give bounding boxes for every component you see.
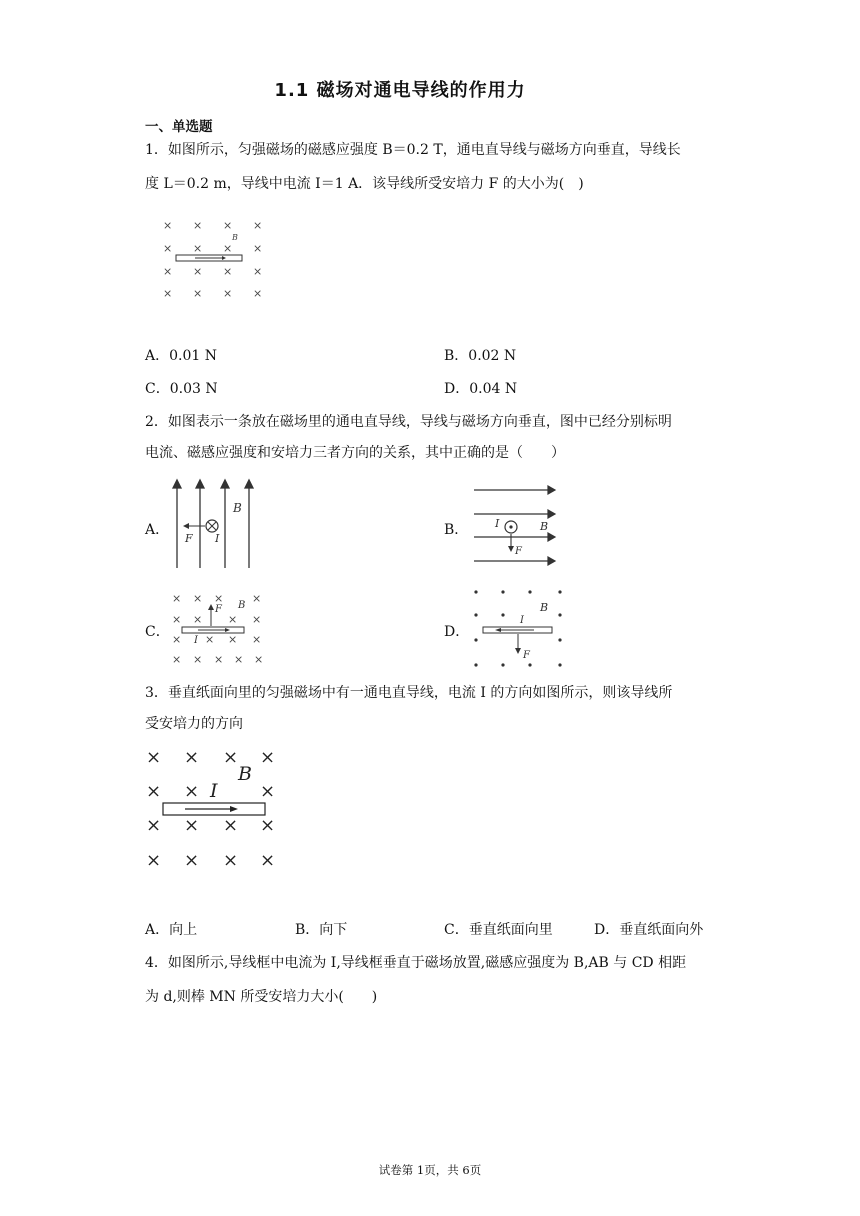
- svg-text:×: ×: [193, 265, 203, 278]
- q2d-label-b: B: [540, 601, 549, 614]
- svg-text:×: ×: [193, 613, 203, 626]
- svg-text:×: ×: [184, 815, 200, 836]
- svg-text:×: ×: [253, 265, 263, 278]
- q3-field-label: B: [238, 763, 252, 785]
- q2b-label-b: B: [540, 520, 549, 533]
- q3-text-line2: 受安培力的方向: [145, 716, 243, 732]
- svg-text:×: ×: [260, 850, 276, 871]
- q2a-label-i: I: [215, 532, 220, 545]
- q3-option-a[interactable]: A．向上: [145, 922, 198, 938]
- svg-text:×: ×: [252, 613, 262, 626]
- q2c-label-i: I: [194, 635, 198, 646]
- svg-text:×: ×: [146, 781, 162, 802]
- svg-text:×: ×: [260, 781, 276, 802]
- svg-text:×: ×: [253, 242, 263, 255]
- q4-text-line1: 4．如图所示,导线框中电流为 I,导线框垂直于磁场放置,磁感应强度为 B,AB 与 CD 相距: [145, 955, 687, 971]
- svg-text:×: ×: [172, 592, 182, 605]
- svg-text:×: ×: [252, 633, 262, 646]
- q1-text-line2: 度 L＝0.2 m，导线中电流 I＝1 A．该导线所受安培力 F 的大小为( ): [145, 176, 584, 192]
- q3-option-d[interactable]: D．垂直纸面向外: [594, 922, 704, 938]
- section-heading: 一、单选题: [145, 119, 213, 135]
- svg-text:×: ×: [205, 633, 215, 646]
- svg-text:×: ×: [172, 653, 182, 666]
- q4-text-line2: 为 d,则棒 MN 所受安培力大小( ): [145, 989, 378, 1005]
- svg-text:×: ×: [146, 850, 162, 871]
- q2-figure-b: [470, 482, 562, 568]
- svg-text:×: ×: [146, 815, 162, 836]
- q3-text-line1: 3．垂直纸面向里的匀强磁场中有一通电直导线，电流 I 的方向如图所示，则该导线所: [145, 685, 673, 701]
- q1-option-d[interactable]: D．0.04 N: [444, 381, 518, 397]
- svg-text:×: ×: [252, 592, 262, 605]
- svg-text:×: ×: [223, 850, 239, 871]
- svg-text:×: ×: [184, 747, 200, 768]
- q1-option-a[interactable]: A．0.01 N: [145, 348, 217, 364]
- svg-text:×: ×: [228, 633, 238, 646]
- svg-text:×: ×: [172, 613, 182, 626]
- svg-text:×: ×: [193, 653, 203, 666]
- svg-text:×: ×: [253, 287, 263, 300]
- page-title: 1.1 磁场对通电导线的作用力: [274, 80, 526, 101]
- q3-figure: [140, 745, 285, 873]
- svg-text:×: ×: [163, 287, 173, 300]
- q2-figure-c: [170, 588, 266, 668]
- svg-text:×: ×: [260, 815, 276, 836]
- q2a-label-f: F: [185, 532, 193, 545]
- q2-figure-a: [165, 478, 265, 570]
- svg-text:×: ×: [253, 219, 263, 232]
- svg-text:×: ×: [228, 613, 238, 626]
- svg-text:×: ×: [193, 219, 203, 232]
- q3-option-c[interactable]: C．垂直纸面向里: [444, 922, 553, 938]
- q1-text-line1: 1．如图所示，匀强磁场的磁感应强度 B＝0.2 T，通电直导线与磁场方向垂直，导线长: [145, 142, 681, 158]
- svg-text:×: ×: [193, 592, 203, 605]
- svg-text:×: ×: [254, 653, 264, 666]
- svg-text:×: ×: [193, 287, 203, 300]
- svg-text:×: ×: [223, 219, 233, 232]
- q2a-label-b: B: [233, 501, 242, 515]
- svg-text:×: ×: [223, 242, 233, 255]
- svg-text:×: ×: [214, 592, 224, 605]
- svg-text:×: ×: [193, 242, 203, 255]
- svg-text:×: ×: [184, 781, 200, 802]
- svg-text:×: ×: [260, 747, 276, 768]
- q3-option-b[interactable]: B．向下: [295, 922, 348, 938]
- q1-figure: [150, 213, 280, 308]
- q2-figure-d: [468, 586, 568, 670]
- svg-text:×: ×: [184, 850, 200, 871]
- q2b-label-i: I: [495, 517, 500, 530]
- page-footer: 试卷第 1页，共 6页: [378, 1163, 482, 1177]
- svg-text:×: ×: [223, 747, 239, 768]
- q1-option-c[interactable]: C．0.03 N: [145, 381, 218, 397]
- q2c-label-f: F: [215, 604, 222, 615]
- q2d-label-i: I: [520, 615, 524, 626]
- svg-text:×: ×: [223, 265, 233, 278]
- q2b-label-f: F: [515, 546, 522, 557]
- q1-field-label: B: [232, 233, 238, 242]
- q2-option-a[interactable]: A．: [145, 522, 170, 538]
- q3-current-label: I: [210, 780, 218, 802]
- svg-text:×: ×: [163, 219, 173, 232]
- q2-option-c[interactable]: C．: [145, 624, 170, 640]
- q2-text-line1: 2．如图表示一条放在磁场里的通电直导线，导线与磁场方向垂直，图中已经分别标明: [145, 414, 672, 430]
- svg-text:×: ×: [163, 265, 173, 278]
- svg-text:×: ×: [214, 653, 224, 666]
- q1-option-b[interactable]: B．0.02 N: [444, 348, 517, 364]
- svg-text:×: ×: [223, 287, 233, 300]
- q2c-label-b: B: [238, 600, 246, 611]
- svg-text:×: ×: [234, 653, 244, 666]
- svg-text:×: ×: [223, 815, 239, 836]
- q2-text-line2: 电流、磁感应强度和安培力三者方向的关系，其中正确的是（ ）: [145, 445, 565, 461]
- svg-text:×: ×: [163, 242, 173, 255]
- q2-option-b[interactable]: B．: [444, 522, 469, 538]
- q2-option-d[interactable]: D．: [444, 624, 470, 640]
- svg-text:×: ×: [146, 747, 162, 768]
- q2d-label-f: F: [523, 650, 530, 661]
- svg-text:×: ×: [172, 633, 182, 646]
